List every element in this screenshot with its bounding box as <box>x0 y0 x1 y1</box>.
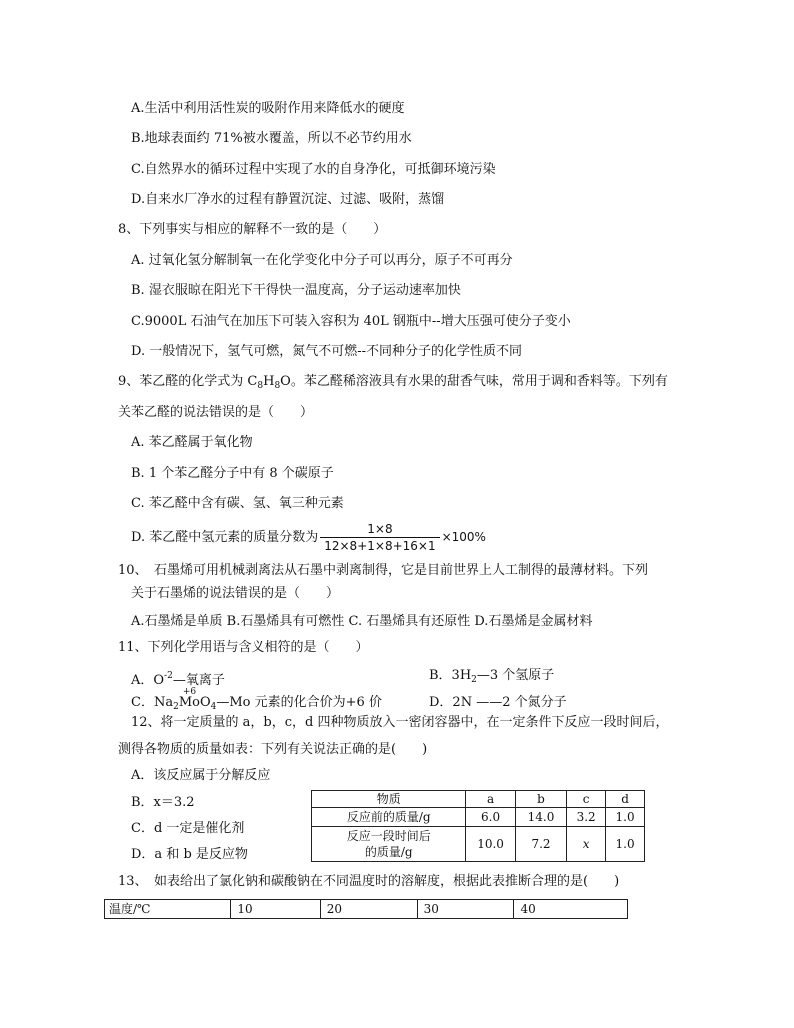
table-header: 40 <box>514 900 628 919</box>
q12-stem-line2: 测得各物质的质量如表：下列有关说法正确的是( ) <box>118 742 428 757</box>
q9-option-d: D. 苯乙醛中氢元素的质量分数为 $\frac{1\times 8}{12\times 8+1\times 8+16\times 1}$ ×100% <box>131 522 486 553</box>
table-cell: 3.2 <box>567 808 606 827</box>
table-cell: x <box>567 827 606 862</box>
mass-fraction-formula: $\frac{1\times 8}{12\times 8+1\times 8+16\times 1}$ <box>320 521 439 554</box>
table-header: a <box>466 791 515 808</box>
q12-option-a: A．该反应属于分解反应 <box>131 768 271 783</box>
q9-option-b: B. 1 个苯乙醛分子中有 8 个碳原子 <box>131 466 334 481</box>
q11-option-a: A．$O^{-2}—$氧离子 <box>131 671 225 688</box>
table-row <box>312 827 645 862</box>
table-header: c <box>567 791 606 808</box>
table-cell: 1.0 <box>606 808 645 827</box>
table-row <box>105 900 628 919</box>
q7-option-d: D.自来水厂净水的过程有静置沉淀、过滤、吸附，蒸馏 <box>131 192 445 207</box>
table-row <box>312 808 645 827</box>
q11-option-b: B．$3H_2—3$ 个氢原子 <box>429 668 555 685</box>
table-header: d <box>606 791 645 808</box>
table-cell: 反应一段时间后 的质量/g <box>312 827 466 862</box>
table-row <box>312 791 645 808</box>
table-header: 温度/℃ <box>105 900 231 919</box>
q11-stem: 11、下列化学用语与含义相符的是（ ） <box>118 640 369 655</box>
q8-option-d: D. 一般情况下，氢气可燃，氮气不可燃--不同种分子的化学性质不同 <box>131 344 523 359</box>
q11-option-c: C．$Na_2$ +6 MoO$_4$—Mo 元素的化合价为+6 价 <box>131 687 382 712</box>
q10-options: A.石墨烯是单质 B.石墨烯具有可燃性 C. 石墨烯具有还原性 D.石墨烯是金属材料 <box>131 614 593 629</box>
q7-option-a: A.生活中利用活性炭的吸附作用来降低水的硬度 <box>131 101 405 116</box>
q12-stem: 12、将一定质量的 a，b，c，d 四种物质放入一密闭容器中，在一定条件下反应一段时间后， <box>131 715 669 730</box>
table-cell: 反应前的质量/g <box>312 808 466 827</box>
table-header: 10 <box>231 900 320 919</box>
table-header: b <box>515 791 566 808</box>
table-cell: 14.0 <box>515 808 566 827</box>
q10-stem-line2: 关于石墨烯的说法错误的是（ ） <box>131 586 340 601</box>
q9-stem-line2: 关苯乙醛的说法错误的是（ ） <box>118 405 314 420</box>
table-cell: 6.0 <box>466 808 515 827</box>
q7-option-c: C.自然界水的循环过程中实现了水的自身净化，可抵御环境污染 <box>131 162 496 177</box>
table-cell: 10.0 <box>466 827 515 862</box>
reaction-mass-table <box>311 790 645 862</box>
q12-option-b: B．x＝3.2 <box>131 795 195 810</box>
table-header: 物质 <box>312 791 466 808</box>
q11-option-d: D．2N ——2 个氮分子 <box>429 695 567 710</box>
q9-stem: 9、苯乙醛的化学式为 $C_8H_8O$。苯乙醛稀溶液具有水果的甜香气味，常用于调和香料等。下列有 <box>118 374 668 391</box>
q8-option-c: C.9000L 石油气在加压下可装入容积为 40L 钢瓶中--增大压强可使分子变小 <box>131 314 571 329</box>
table-header: 30 <box>417 900 514 919</box>
q10-stem: 10、 石墨烯可用机械剥离法从石墨中剥离制得，它是目前世界上人工制得的最薄材料。下列 <box>118 563 649 578</box>
table-cell: 1.0 <box>606 827 645 862</box>
q8-option-a: A. 过氧化氢分解制氧一在化学变化中分子可以再分，原子不可再分 <box>131 253 513 268</box>
q9-option-a: A. 苯乙醛属于氧化物 <box>131 435 253 450</box>
q13-stem: 13、 如表给出了氯化钠和碳酸钠在不同温度时的溶解度，根据此表推断合理的是( ) <box>118 874 620 889</box>
q12-option-d: D．a 和 b 是反应物 <box>131 847 248 862</box>
q12-option-c: C．d 一定是催化剂 <box>131 821 245 836</box>
table-header: 20 <box>320 900 417 919</box>
table-cell: 7.2 <box>515 827 566 862</box>
q9-option-c: C. 苯乙醛中含有碳、氢、氧三种元素 <box>131 496 344 511</box>
solubility-table <box>104 899 628 919</box>
q8-option-b: B. 湿衣服晾在阳光下干得快一温度高，分子运动速率加快 <box>131 283 461 298</box>
q8-stem: 8、下列事实与相应的解释不一致的是（ ） <box>118 222 387 237</box>
q7-option-b: B.地球表面约 71%被水覆盖，所以不必节约用水 <box>131 131 412 146</box>
